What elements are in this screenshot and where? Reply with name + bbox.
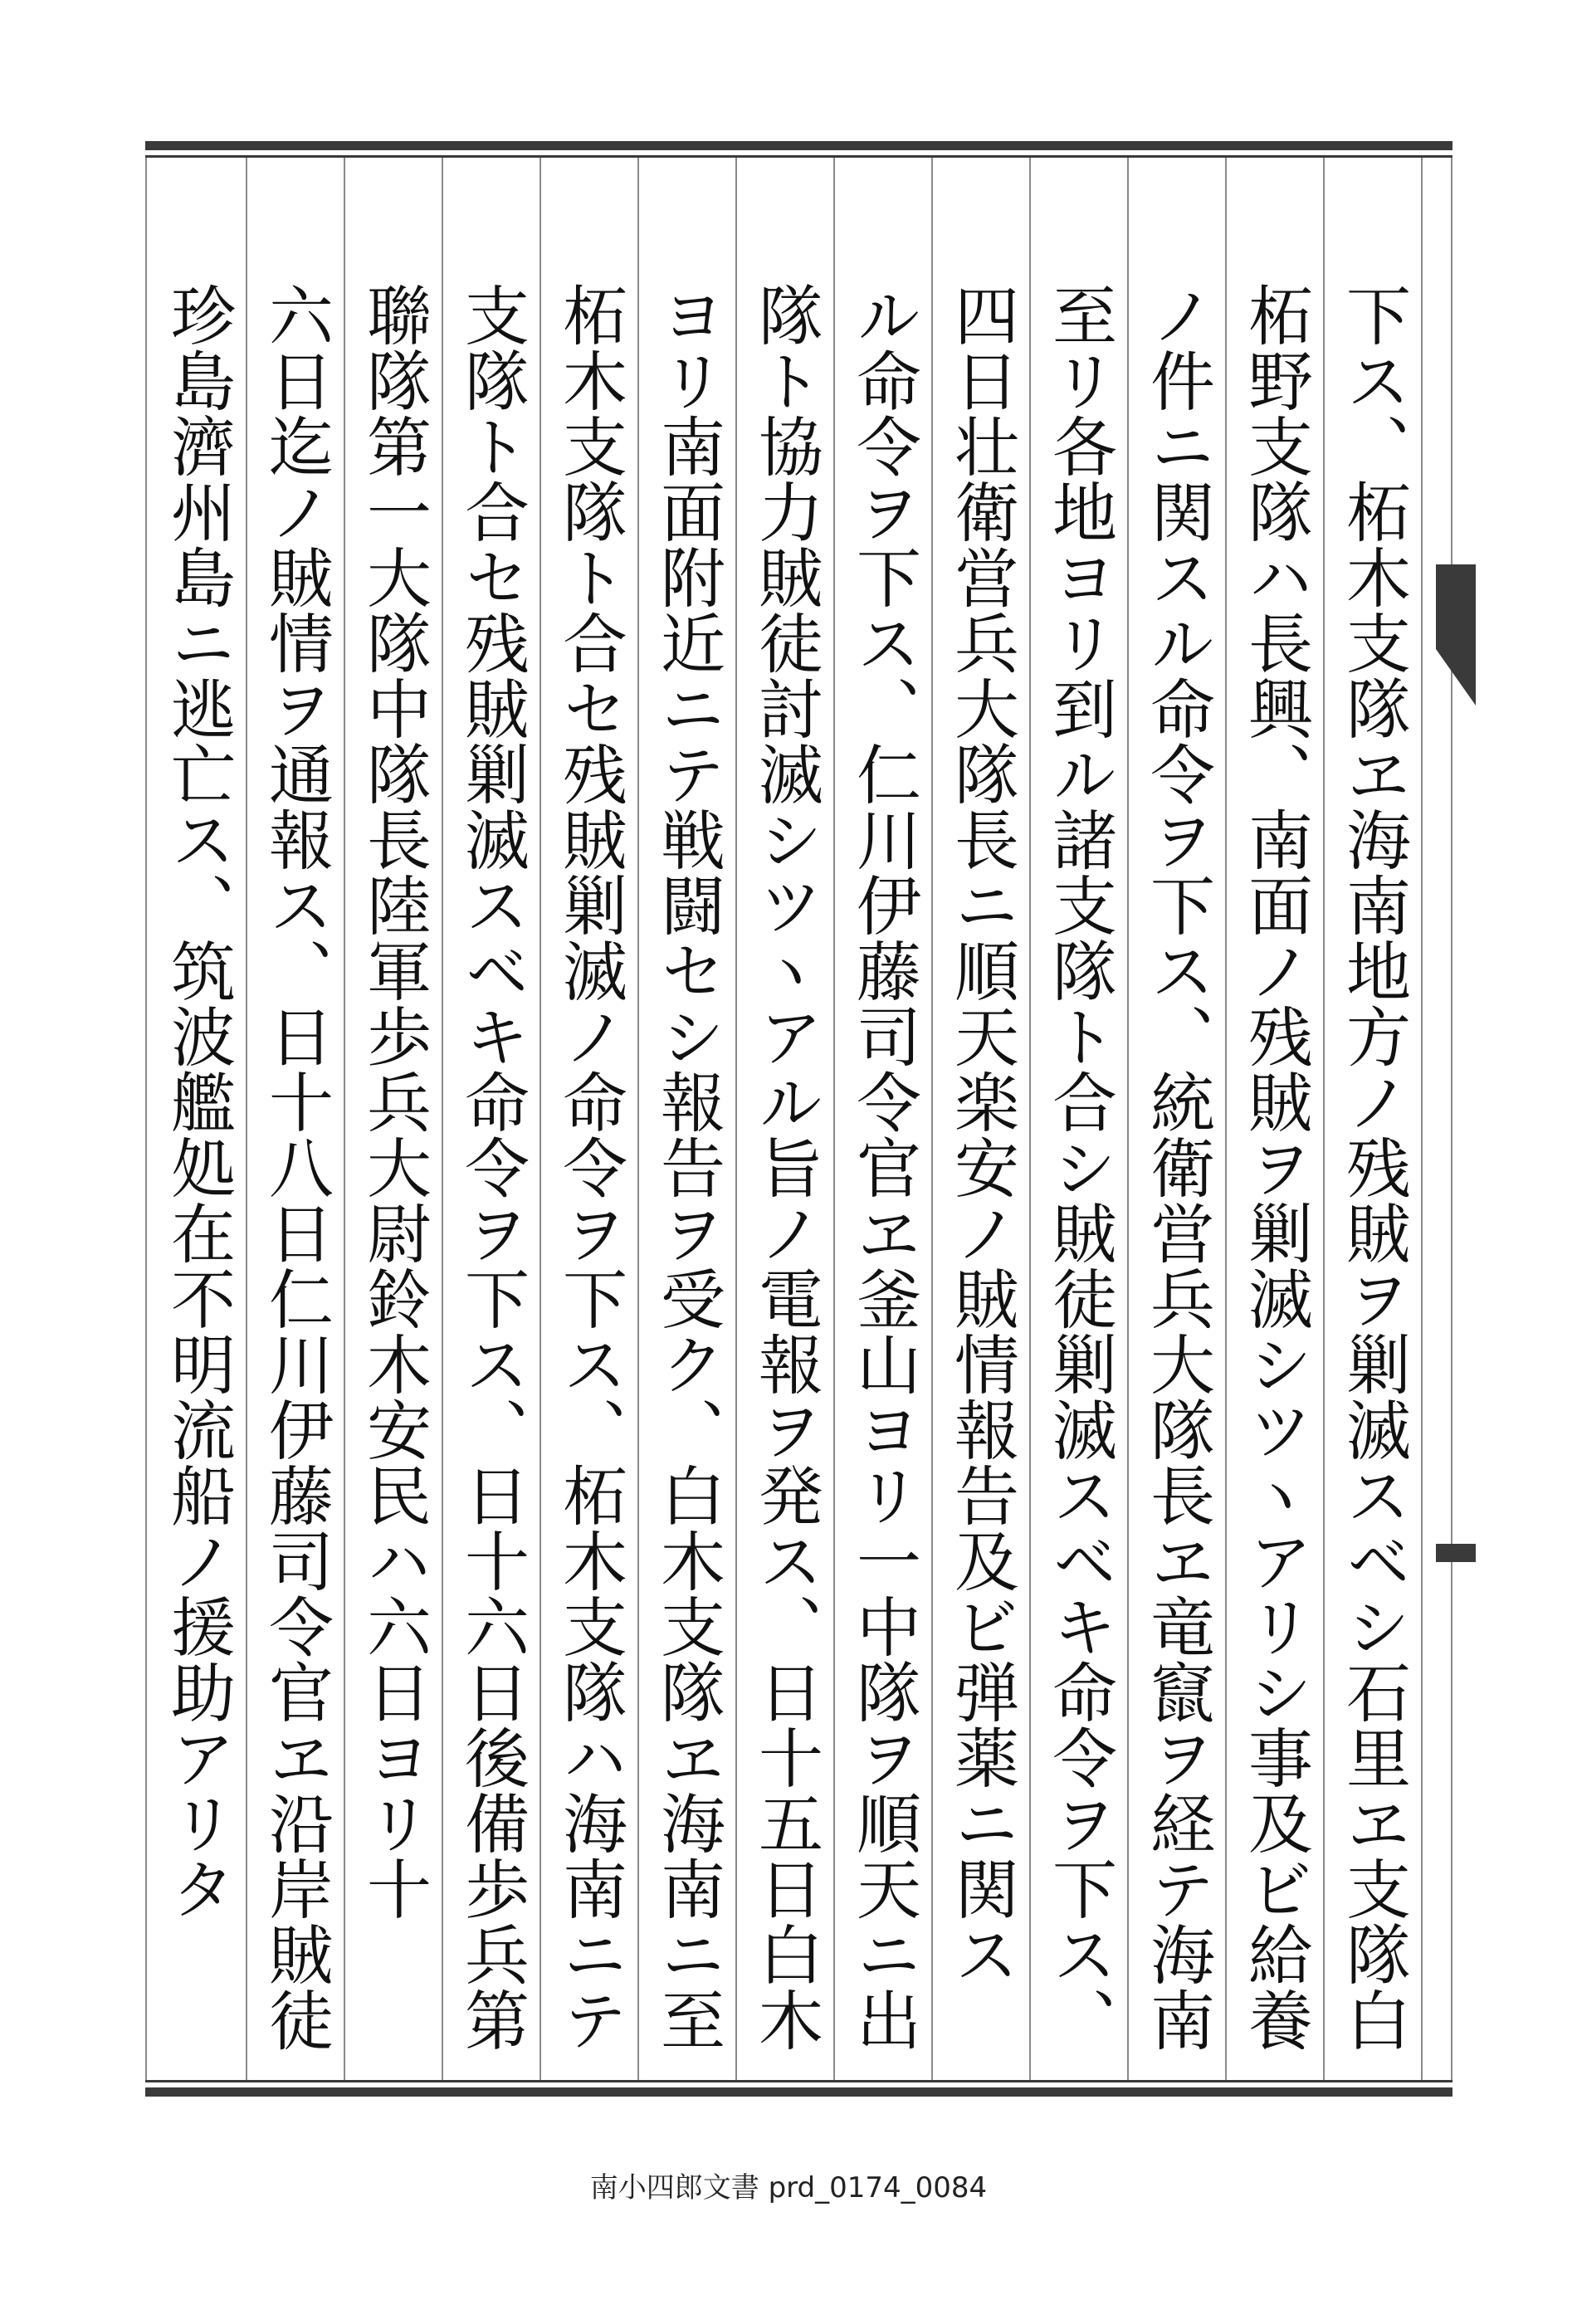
text-columns — [145, 158, 1452, 2080]
text-column-1: 下ス、柘木支隊ヱ海南地方ノ残賊ヲ剿滅スベシ石里ヱ支隊白 — [1335, 282, 1410, 2053]
text-column-9: 柘木支隊ト合セ残賊剿滅ノ命令ヲ下ス、柘木支隊ハ海南ニテ — [552, 282, 627, 2053]
text-column-8: ヨリ南面附近ニテ戦闘セシ報告ヲ受ク、白木支隊ヱ海南ニ至 — [650, 282, 725, 2053]
text-column-7: 隊ト協力賊徒討滅シツヽアル旨ノ電報ヲ発ス、日十五日白木 — [748, 282, 823, 2053]
text-column-2: 柘野支隊ハ長興、南面ノ残賊ヲ剿滅シツヽアリシ事及ビ給養 — [1238, 282, 1312, 2053]
bottom-border-rule — [145, 2087, 1452, 2097]
document-caption: 南小四郎文書 prd_0174_0084 — [589, 2171, 988, 2204]
bottom-border-rule-thin — [145, 2080, 1452, 2082]
binding-small-marker — [1436, 1544, 1476, 1562]
text-column-4: 至リ各地ヨリ到ル諸支隊ト合シ賊徒剿滅スベキ命令ヲ下ス、 — [1042, 282, 1116, 2053]
text-column-13: 珍島濟州島ニ逃亡ス、筑波艦処在不明流船ノ援助アリタ — [160, 282, 235, 1921]
text-column-6: ル命令ヲ下ス、仁川伊藤司令官ヱ釜山ヨリ一中隊ヲ順天ニ出 — [846, 282, 920, 2053]
document-frame — [145, 133, 1452, 2096]
text-column-11: 聯隊第一大隊中隊長陸軍歩兵大尉鈴木安民ハ六日ヨリ十 — [356, 282, 431, 1921]
text-column-10: 支隊ト合セ残賊剿滅スベキ命令ヲ下ス、日十六日後備歩兵第 — [454, 282, 529, 2053]
text-column-12: 六日迄ノ賊情ヲ通報ス、日十八日仁川伊藤司令官ヱ沿岸賊徒 — [258, 282, 333, 2053]
column-divider — [1451, 158, 1452, 2080]
column-divider — [145, 158, 147, 2080]
text-column-5: 四日壮衛営兵大隊長ニ順天楽安ノ賊情報告及ビ弾薬ニ関ス — [944, 282, 1018, 1987]
text-column-3: ノ件ニ関スル命令ヲ下ス、統衛営兵大隊長ヱ竜竄ヲ経テ海南 — [1140, 282, 1214, 2053]
top-border-rule — [145, 141, 1452, 150]
